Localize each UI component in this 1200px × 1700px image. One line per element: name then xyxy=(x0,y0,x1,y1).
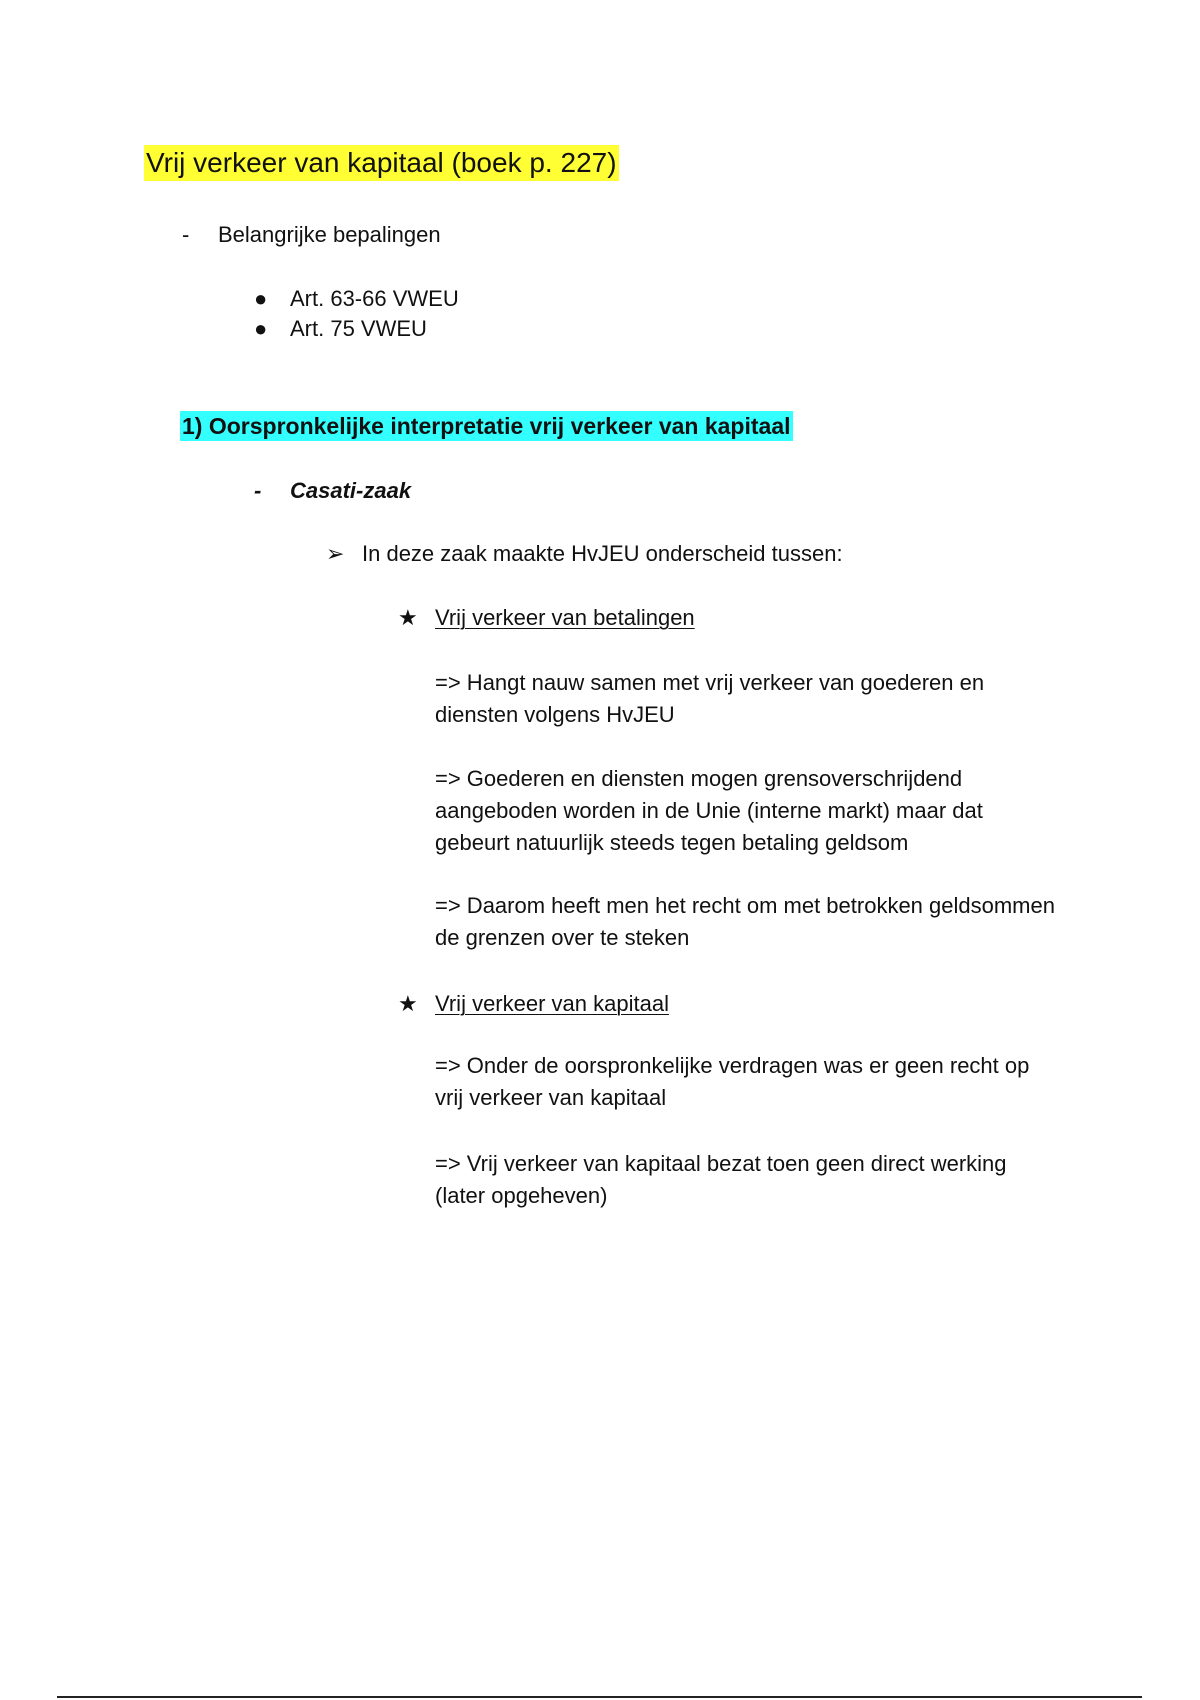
bullet-icon: ● xyxy=(254,316,268,341)
page-title: Vrij verkeer van kapitaal (boek p. 227) xyxy=(144,145,619,181)
intro-label: Belangrijke bepalingen xyxy=(218,222,441,247)
list-item: Art. 75 VWEU xyxy=(290,316,427,341)
star-icon: ★ xyxy=(398,991,418,1016)
list-item: Art. 63-66 VWEU xyxy=(290,286,459,311)
section-heading: 1) Oorspronkelijke interpretatie vrij verkeer van kapitaal xyxy=(182,413,791,439)
topic-point: => Goederen en diensten mogen grensoverschrijdend aangeboden worden in de Unie (interne markt) maar dat gebeurt natuurlijk steeds tegen betaling geldsom xyxy=(435,766,983,855)
case-name: Casati-zaak xyxy=(290,478,412,503)
topic-point: => Onder de oorspronkelijke verdragen was er geen recht op vrij verkeer van kapitaal xyxy=(435,1053,1030,1110)
dash-marker: - xyxy=(254,478,262,503)
page-bottom-rule xyxy=(57,1696,1142,1698)
topic-point: => Hangt nauw samen met vrij verkeer van goederen en diensten volgens HvJEU xyxy=(435,670,985,727)
topic-title: Vrij verkeer van kapitaal xyxy=(435,991,669,1016)
arrow-icon: ➢ xyxy=(326,541,345,566)
bullet-icon: ● xyxy=(254,286,268,311)
topic-title: Vrij verkeer van betalingen xyxy=(435,605,695,630)
topic-point: => Vrij verkeer van kapitaal bezat toen geen direct werking (later opgeheven) xyxy=(435,1151,1007,1208)
case-intro: In deze zaak maakte HvJEU onderscheid tussen: xyxy=(362,541,843,566)
star-icon: ★ xyxy=(398,605,418,630)
dash-marker: - xyxy=(182,222,190,247)
topic-point: => Daarom heeft men het recht om met betrokken geldsommen de grenzen over te steken xyxy=(435,893,1055,950)
